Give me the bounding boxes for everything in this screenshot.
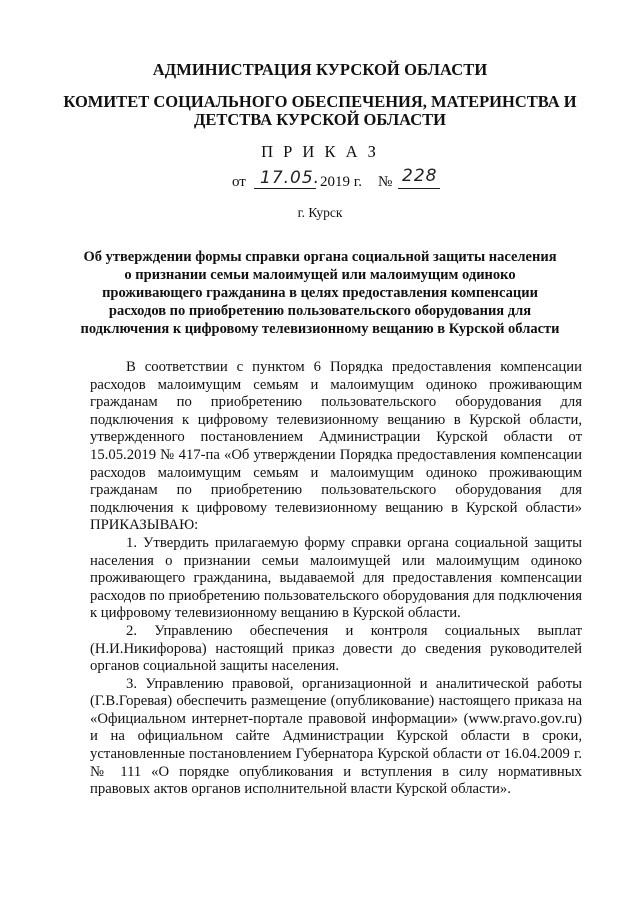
document-type-heading: П Р И К А З [261,142,379,161]
handwritten-date: 17.05. [260,168,321,188]
handwritten-number: 228 [402,166,438,186]
committee-title: КОМИТЕТ СОЦИАЛЬНОГО ОБЕСПЕЧЕНИЯ, МАТЕРИНСТВА И ДЕТСТВА КУРСКОЙ ОБЛАСТИ [63,92,577,129]
date-from-label: от [232,174,246,190]
city-line: г. Курск [297,205,343,220]
date-underline [254,188,316,189]
preamble-paragraph: В соответствии с пунктом 6 Порядка предоставления компенсации расходов малоимущим семьям и малоимущим одиноко проживающим гражданам по приобретению пользовательского оборудования для подключения к цифровому телевизионному вещанию в Курской области, утвержденного постановлением Администрации Курской области от 15.05.2019 № 417-па «Об утверждении Порядка предоставления компенсации расходов малоимущим семьям и малоимущим одиноко проживающим гражданам по приобретению пользовательского оборудования для подключения к цифровому телевизионному вещанию в Курской области» ПРИКАЗЫВАЮ: [90,359,582,534]
item-3-paragraph: 3. Управлению правовой, организационной и аналитической работы (Г.В.Горевая) обеспечить размещение (опубликование) настоящего приказа на «Официальном интернет-портале правовой информации» (www.pravo.gov.ru) и на официальном сайте Администрации Курской области в сроки, установленные постановлением Губернатора Курской области от 16.04.2009 г. № 111 «О порядке опубликования и вступления в силу нормативных правовых актов органов исполнительной власти Курской области». [90,675,582,798]
administration-title: АДМИНИСТРАЦИЯ КУРСКОЙ ОБЛАСТИ [152,60,488,79]
number-sign: № [378,174,393,190]
order-body [90,359,582,799]
number-underline [398,188,440,189]
item-2-paragraph: 2. Управлению обеспечения и контроля социальных выплат (Н.И.Никифорова) настоящий приказ довести до сведения руководителей органов социальной защиты населения. [90,622,582,675]
date-number-line [232,166,442,194]
item-1-paragraph: 1. Утвердить прилагаемую форму справки органа социальной защиты населения о признании семьи малоимущей или малоимущим одиноко проживающего гражданина, выдаваемой для предоставления компенсации расходов по приобретению пользовательского оборудования для подключения к цифровому телевизионному вещанию в Курской области. [90,534,582,622]
order-subject: Об утверждении формы справки органа социальной защиты населения о признании семьи малоимущей или малоимущим одиноко проживающего гражданина в целях предоставления компенсации расходов по приобретению пользовательского оборудования для подключения к цифровому телевизионному вещанию в Курской области [80,249,560,337]
year-text: 2019 г. [320,174,362,190]
